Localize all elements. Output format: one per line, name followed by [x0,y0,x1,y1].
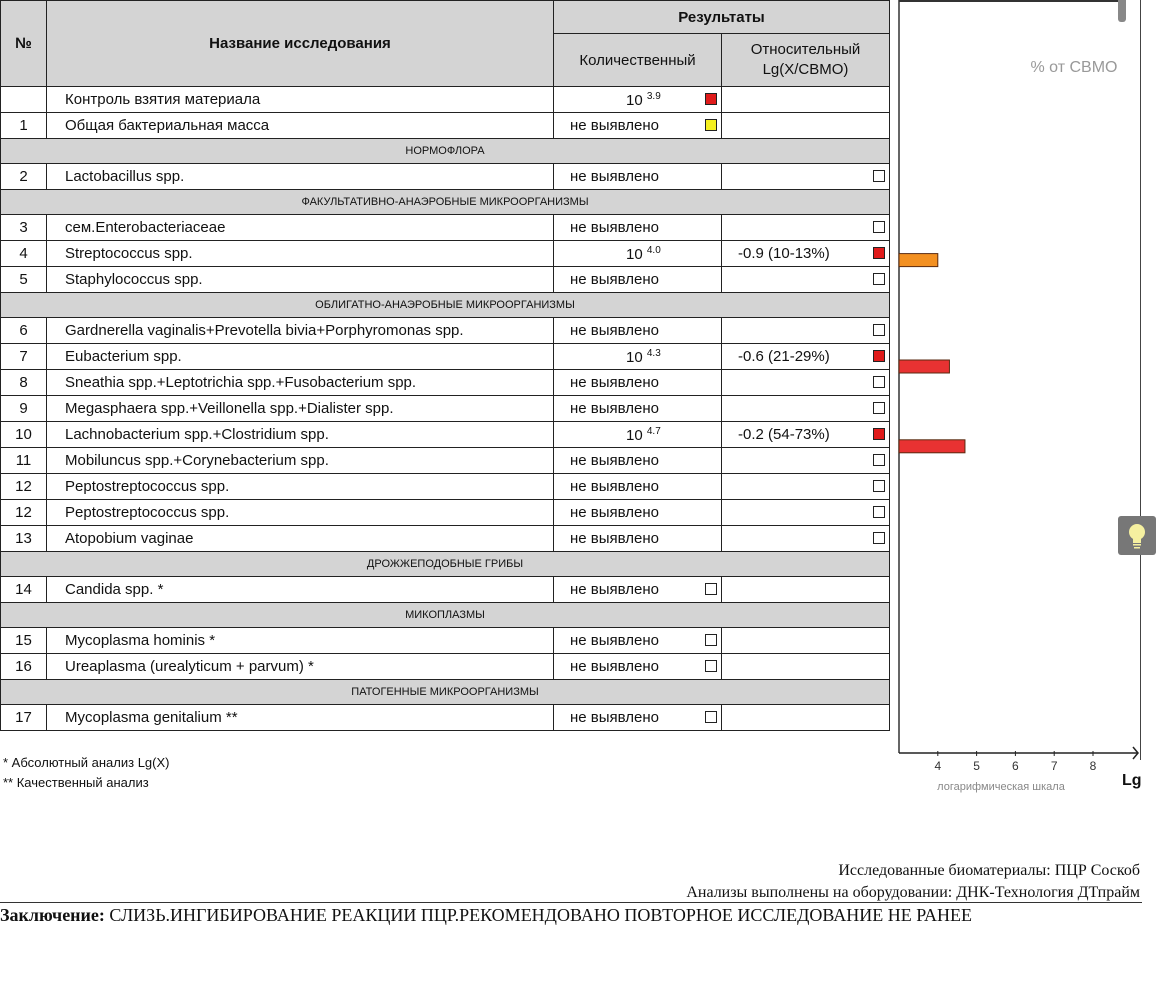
rel-cell [722,577,890,603]
divider [0,902,1142,903]
quant-cell [554,448,722,474]
hint-button[interactable] [1118,516,1156,555]
quant-value: 10 $^{4.3}$ [626,347,661,366]
table-row [1,318,890,344]
quant-cell [554,577,722,603]
quant-value: 10 $^{4.0}$ [626,244,661,263]
row-number: 8 [1,370,47,396]
status-marker-red [873,428,885,440]
rel-cell [722,164,890,190]
table-row [1,344,890,370]
section-header [1,680,890,705]
test-name: Lactobacillus spp. [47,164,554,190]
test-name: Candida spp. * [47,577,554,603]
status-marker-empty [705,711,717,723]
table-row [1,500,890,526]
table-row [1,422,890,448]
test-name: сем.Enterobacteriaceae [47,215,554,241]
status-marker-empty [873,324,885,336]
x-tick-label: 8 [1089,759,1097,773]
rel-cell [722,318,890,344]
test-name: Gardnerella vaginalis+Prevotella bivia+Porphyromonas spp. [47,318,554,344]
test-name: Megasphaera spp.+Veillonella spp.+Dialister spp. [47,396,554,422]
quant-cell [554,500,722,526]
rel-cell [722,215,890,241]
quant-value: не выявлено [570,478,660,495]
quant-value: не выявлено [570,219,660,236]
row-number: 17 [1,705,47,731]
status-marker-empty [873,480,885,492]
quant-value: не выявлено [570,581,660,598]
row-number: 3 [1,215,47,241]
lg-bar-chart [897,0,1147,800]
status-marker-empty [873,170,885,182]
row-number: 6 [1,318,47,344]
row-number: 14 [1,577,47,603]
status-marker-red [873,350,885,362]
rel-cell [722,500,890,526]
row-number: 9 [1,396,47,422]
rel-cell [722,448,890,474]
rel-cell [722,474,890,500]
row-number: 15 [1,628,47,654]
quant-cell [554,267,722,293]
quant-cell [554,87,722,113]
rel-cell [722,87,890,113]
col-header-no: № [1,1,47,87]
quant-cell [554,474,722,500]
table-row [1,87,890,113]
quant-value: не выявлено [570,452,660,469]
status-marker-empty [873,273,885,285]
status-marker-yellow [705,119,717,131]
quant-value: не выявлено [570,530,660,547]
quant-cell [554,422,722,448]
rel-value: -0.9 (10-13%) [738,245,830,262]
table-row [1,370,890,396]
quant-value: не выявлено [570,117,660,134]
status-marker-red [873,247,885,259]
quant-value: не выявлено [570,658,660,675]
row-number: 12 [1,500,47,526]
table-row [1,577,890,603]
status-marker-empty [705,583,717,595]
row-number: 2 [1,164,47,190]
table-row [1,526,890,552]
rel-cell [722,241,890,267]
quant-cell [554,344,722,370]
test-name: Streptococcus spp. [47,241,554,267]
bar [899,254,938,267]
rel-value: -0.2 (54-73%) [738,426,830,443]
lightbulb-icon [1118,516,1156,555]
status-marker-empty [873,376,885,388]
divider-line [1140,0,1141,760]
col-header-name: Название исследования [47,1,554,87]
test-name: Mycoplasma hominis * [47,628,554,654]
col-header-results: Результаты [554,1,890,34]
quant-value: 10 $^{3.9}$ [626,90,661,109]
quant-cell [554,318,722,344]
quant-cell [554,526,722,552]
rel-cell [722,705,890,731]
bar [899,360,949,373]
x-tick-label: 7 [1050,759,1058,773]
table-row [1,628,890,654]
test-name: Staphylococcus spp. [47,267,554,293]
relative-line2: Lg(X/СВМО) [762,61,849,78]
quant-value: не выявлено [570,504,660,521]
x-tick-label: 6 [1012,759,1019,773]
test-name: Ureaplasma (urealyticum + parvum) * [47,654,554,680]
rel-cell [722,344,890,370]
test-name: Peptostreptococcus spp. [47,500,554,526]
rel-cell [722,370,890,396]
section-header [1,190,890,215]
row-number [1,87,47,113]
test-name: Общая бактериальная масса [47,113,554,139]
section-header [1,603,890,628]
quant-value: не выявлено [570,271,660,288]
col-header-relative [722,34,890,87]
conclusion-label: Заключение: [0,905,105,925]
section-header [1,293,890,318]
rel-cell [722,628,890,654]
status-marker-red [705,93,717,105]
equipment-info: Анализы выполнены на оборудовании: ДНК-Технология ДТпрайм [686,884,1140,901]
quant-value: не выявлено [570,168,660,185]
row-number: 10 [1,422,47,448]
test-name: Mycoplasma genitalium ** [47,705,554,731]
test-name: Lachnobacterium spp.+Clostridium spp. [47,422,554,448]
rel-cell [722,526,890,552]
quant-cell [554,241,722,267]
test-name: Peptostreptococcus spp. [47,474,554,500]
section-header [1,552,890,577]
x-axis-label: логарифмическая шкала [937,781,1065,793]
quant-cell [554,654,722,680]
quant-cell [554,370,722,396]
status-marker-empty [705,660,717,672]
rel-cell [722,396,890,422]
section-header [1,139,890,164]
rel-cell [722,422,890,448]
table-row [1,474,890,500]
x-tick-label: 4 [934,759,942,773]
x-tick-label: 5 [973,759,980,773]
row-number: 1 [1,113,47,139]
table-row [1,654,890,680]
status-marker-empty [873,506,885,518]
axis-unit: Lg [1122,772,1142,789]
test-name: Atopobium vaginae [47,526,554,552]
row-number: 16 [1,654,47,680]
quant-cell [554,113,722,139]
scrollbar-thumb[interactable] [1118,0,1126,22]
quant-value: не выявлено [570,400,660,417]
row-number: 5 [1,267,47,293]
row-number: 4 [1,241,47,267]
quant-value: 10 $^{4.7}$ [626,425,661,444]
section-title: МИКОПЛАЗМЫ [1,603,890,628]
bar [899,440,965,453]
chart-title: % от СВМО [1030,59,1118,76]
quant-value: не выявлено [570,632,660,649]
rel-cell [722,267,890,293]
table-row [1,267,890,293]
rel-cell [722,113,890,139]
row-number: 7 [1,344,47,370]
section-title: ОБЛИГАТНО-АНАЭРОБНЫЕ МИКРООРГАНИЗМЫ [1,293,890,318]
quant-cell [554,396,722,422]
quant-value: не выявлено [570,709,660,726]
table-row [1,164,890,190]
table-row [1,448,890,474]
conclusion [0,905,972,926]
test-name: Mobiluncus spp.+Corynebacterium spp. [47,448,554,474]
section-title: ПАТОГЕННЫЕ МИКРООРГАНИЗМЫ [1,680,890,705]
table-row [1,705,890,731]
rel-cell [722,654,890,680]
status-marker-empty [705,634,717,646]
table-row [1,113,890,139]
row-number: 11 [1,448,47,474]
note-absolute: * Абсолютный анализ Lg(X) [3,755,170,770]
test-name: Sneathia spp.+Leptotrichia spp.+Fusobacterium spp. [47,370,554,396]
status-marker-empty [873,532,885,544]
row-number: 12 [1,474,47,500]
conclusion-text: СЛИЗЬ.ИНГИБИРОВАНИЕ РЕАКЦИИ ПЦР.РЕКОМЕНДОВАНО ПОВТОРНОЕ ИССЛЕДОВАНИЕ НЕ РАНЕЕ [109,905,972,925]
section-title: ФАКУЛЬТАТИВНО-АНАЭРОБНЫЕ МИКРООРГАНИЗМЫ [1,190,890,215]
status-marker-empty [873,221,885,233]
quant-cell [554,164,722,190]
section-title: НОРМОФЛОРА [1,139,890,164]
table-row [1,396,890,422]
quant-value: не выявлено [570,374,660,391]
biomaterial-info: Исследованные биоматериалы: ПЦР Соскоб [838,862,1140,879]
quant-cell [554,705,722,731]
quant-value: не выявлено [570,322,660,339]
status-marker-empty [873,402,885,414]
section-title: ДРОЖЖЕПОДОБНЫЕ ГРИБЫ [1,552,890,577]
quant-cell [554,628,722,654]
table-row [1,241,890,267]
relative-line1: Относительный [750,41,861,58]
table-row [1,215,890,241]
status-marker-empty [873,454,885,466]
test-name: Контроль взятия материала [47,87,554,113]
test-name: Eubacterium spp. [47,344,554,370]
quant-cell [554,215,722,241]
note-qualitative: ** Качественный анализ [3,775,149,790]
rel-value: -0.6 (21-29%) [738,348,830,365]
col-header-quantitative: Количественный [554,34,722,87]
row-number: 13 [1,526,47,552]
